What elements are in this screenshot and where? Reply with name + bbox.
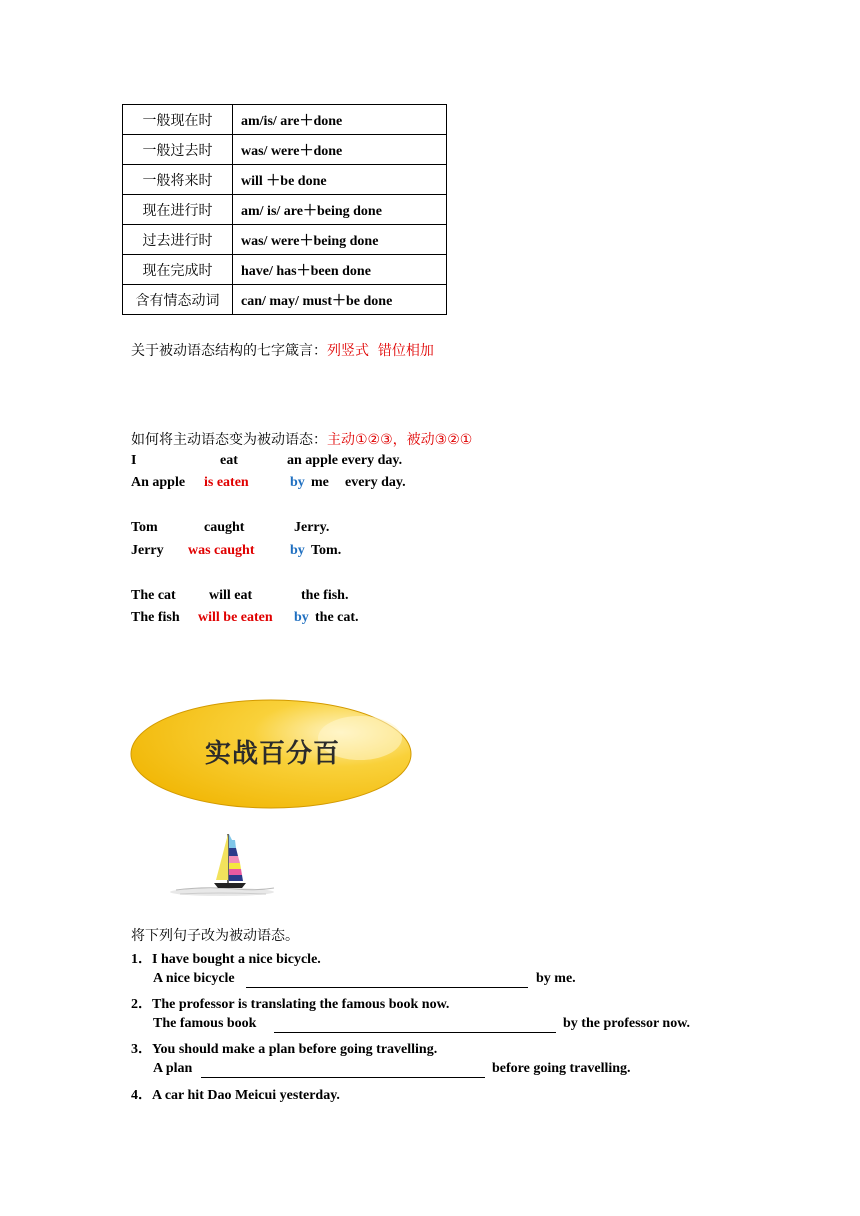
tense-name: 一般现在时 — [123, 105, 233, 135]
example-passive-1-subject: An apple — [131, 475, 186, 490]
example-passive-3-agent: the cat. — [315, 610, 359, 625]
tense-form: was/ were＋being done — [233, 225, 447, 255]
tense-name: 现在完成时 — [123, 255, 233, 285]
answer-end-3: before going travelling. — [492, 1061, 631, 1076]
motto-value: 列竖式 错位相加 — [327, 343, 434, 359]
example-passive-1-agent: me — [311, 475, 329, 490]
example-active-1-object: an apple every day. — [287, 453, 403, 468]
tense-name: 过去进行时 — [123, 225, 233, 255]
item-sentence: A car hit Dao Meicui yesterday. — [152, 1088, 340, 1103]
item-number: 4． — [131, 1088, 152, 1103]
banner-title: 实战百分百 — [205, 739, 341, 769]
example-active-2-object: Jerry. — [294, 520, 330, 535]
answer-end-2: by the professor now. — [563, 1016, 691, 1031]
example-passive-3-by: by — [294, 610, 309, 625]
table-row — [123, 225, 447, 255]
example-passive-2-by: by — [290, 543, 305, 558]
example-passive-2-agent: Tom. — [311, 543, 342, 558]
sailboat-icon — [166, 830, 278, 902]
exercise-item-2 — [131, 993, 449, 1013]
table-row — [123, 135, 447, 165]
item-sentence: You should make a plan before going travelling. — [152, 1042, 438, 1057]
howto-value: 主动①②③，被动③②① — [327, 432, 473, 448]
item-number: 3． — [131, 1042, 152, 1057]
example-active-1-verb: eat — [220, 453, 238, 468]
tense-form: am/is/ are＋done — [233, 105, 447, 135]
example-active-1-subject: I — [131, 453, 137, 468]
table-row — [123, 255, 447, 285]
tense-form: am/ is/ are＋being done — [233, 195, 447, 225]
tense-form: will ＋be done — [233, 165, 447, 195]
example-active-3-verb: will eat — [209, 588, 253, 603]
tense-form: was/ were＋done — [233, 135, 447, 165]
item-sentence: I have bought a nice bicycle. — [152, 952, 321, 967]
tense-table — [122, 104, 447, 315]
item-number: 1． — [131, 952, 152, 967]
example-passive-3-verb: will be eaten — [198, 610, 273, 625]
howto-line — [131, 429, 472, 449]
tense-name: 含有情态动词 — [123, 285, 233, 315]
table-row — [123, 165, 447, 195]
exercise-item-4 — [131, 1084, 340, 1104]
tense-name: 一般将来时 — [123, 165, 233, 195]
exercise-item-1 — [131, 948, 321, 968]
example-active-2-verb: caught — [204, 520, 245, 535]
tense-name: 一般过去时 — [123, 135, 233, 165]
example-passive-2-subject: Jerry — [131, 543, 164, 558]
answer-blank-2[interactable] — [274, 1031, 556, 1033]
example-active-3-object: the fish. — [301, 588, 349, 603]
exercise-instruction: 将下列句子改为被动语态。 — [131, 928, 299, 944]
example-active-2-subject: Tom — [131, 520, 158, 535]
answer-blank-3[interactable] — [201, 1076, 485, 1078]
example-passive-1-verb: is eaten — [204, 475, 249, 490]
answer-end-1: by me. — [536, 971, 576, 986]
item-sentence: The professor is translating the famous book now. — [152, 997, 450, 1012]
example-passive-1-rest: every day. — [345, 475, 406, 490]
example-passive-2-verb: was caught — [188, 543, 255, 558]
example-passive-1-by: by — [290, 475, 305, 490]
tense-form: have/ has＋been done — [233, 255, 447, 285]
answer-start-2: The famous book — [153, 1016, 257, 1031]
table-row — [123, 285, 447, 315]
table-row — [123, 105, 447, 135]
tense-name: 现在进行时 — [123, 195, 233, 225]
answer-start-3: A plan — [153, 1061, 193, 1076]
motto-label: 关于被动语态结构的七字箴言： — [131, 343, 327, 359]
howto-label: 如何将主动语态变为被动语态： — [131, 432, 327, 448]
answer-blank-1[interactable] — [246, 986, 528, 988]
item-number: 2． — [131, 997, 152, 1012]
motto-line — [131, 340, 434, 360]
example-passive-3-subject: The fish — [131, 610, 180, 625]
table-row — [123, 195, 447, 225]
tense-form: can/ may/ must＋be done — [233, 285, 447, 315]
exercise-item-3 — [131, 1038, 437, 1058]
example-active-3-subject: The cat — [131, 588, 176, 603]
answer-start-1: A nice bicycle — [153, 971, 235, 986]
